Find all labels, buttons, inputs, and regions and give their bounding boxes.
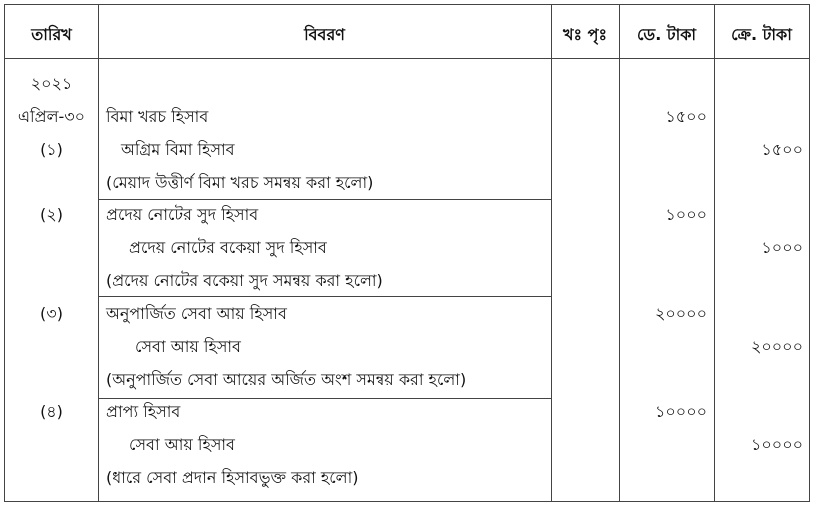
credit-account: সেবা আয় হিসাব — [135, 337, 241, 356]
entry-number: (৩) — [40, 304, 63, 323]
narration: (অনুপার্জিত সেবা আয়ের অর্জিত অংশ সমন্বয় করা হলো) — [106, 370, 467, 389]
entry-number: (১) — [40, 140, 63, 159]
narration: (প্রদেয় নোটের বকেয়া সুদ সমন্বয় করা হলো) — [106, 271, 383, 290]
entry-divider-2 — [98, 296, 551, 297]
debit-account: বিমা খরচ হিসাব — [106, 107, 209, 126]
entry-number: (২) — [40, 205, 63, 224]
particulars-column-divider — [551, 5, 552, 501]
header-divider — [5, 58, 809, 59]
debit-amount: ১০০০০ — [655, 402, 707, 421]
debit-account: অনুপার্জিত সেবা আয় হিসাব — [106, 304, 287, 323]
header-date: তারিখ — [31, 25, 72, 44]
narration: (মেয়াদ উত্তীর্ণ বিমা খরচ সমন্বয় করা হলো) — [106, 173, 374, 192]
debit-account: প্রাপ্য হিসাব — [106, 402, 181, 421]
debit-amount: ১৫০০ — [665, 107, 707, 126]
year: ২০২১ — [30, 74, 73, 93]
header-ledger-folio: খঃ পৃঃ — [563, 25, 607, 44]
entry-number: (৪) — [40, 402, 63, 421]
header-debit: ডে. টাকা — [636, 25, 697, 44]
credit-amount: ২০০০০ — [750, 337, 803, 356]
folio-column-divider — [619, 5, 620, 501]
header-credit: ক্রে. টাকা — [731, 25, 792, 44]
date-label: এপ্রিল-৩০ — [17, 107, 86, 126]
journal-table — [4, 4, 810, 502]
debit-account: প্রদেয় নোটের সুদ হিসাব — [106, 205, 259, 224]
credit-account: সেবা আয় হিসাব — [129, 435, 235, 454]
debit-amount: ২০০০০ — [654, 304, 707, 323]
credit-account: অগ্রিম বিমা হিসাব — [121, 140, 235, 159]
debit-amount: ১০০০ — [665, 205, 707, 224]
credit-amount: ১০০০০ — [751, 435, 803, 454]
entry-divider-1 — [98, 199, 551, 200]
credit-account: প্রদেয় নোটের বকেয়া সুদ হিসাব — [129, 238, 327, 257]
credit-amount: ১৫০০ — [761, 140, 803, 159]
entry-divider-3 — [98, 398, 551, 399]
credit-amount: ১০০০ — [761, 238, 803, 257]
header-particulars: বিবরণ — [304, 25, 345, 44]
narration: (ধারে সেবা প্রদান হিসাবভুক্ত করা হলো) — [106, 468, 359, 487]
date-column-divider — [98, 5, 99, 501]
